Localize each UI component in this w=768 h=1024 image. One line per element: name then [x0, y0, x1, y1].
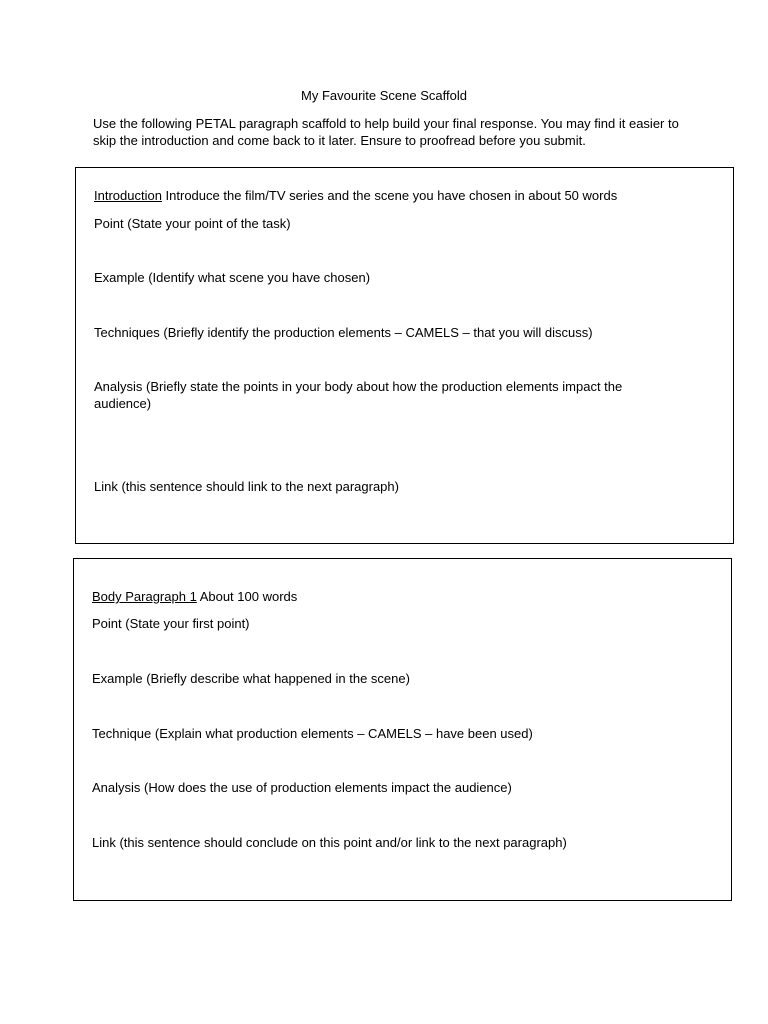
instructions-paragraph: Use the following PETAL paragraph scaffold to help build your final response. You may find it easier to skip the introduction and come back to it later. Ensure to proofread before you submit. — [93, 116, 679, 148]
introduction-heading-note: Introduce the film/TV series and the scene you have chosen in about 50 words — [161, 188, 618, 203]
body-paragraph-1-box — [73, 558, 732, 901]
body-paragraph-1-technique: Technique (Explain what production elements – CAMELS – have been used) — [92, 726, 533, 741]
introduction-example: Example (Identify what scene you have chosen) — [94, 270, 371, 285]
body-paragraph-1-heading: Body Paragraph 1 — [92, 589, 197, 604]
body-paragraph-1-link: Link (this sentence should conclude on this point and/or link to the next paragraph) — [92, 835, 567, 850]
introduction-link: Link (this sentence should link to the next paragraph) — [94, 479, 399, 494]
introduction-heading: Introduction — [94, 188, 162, 203]
body-paragraph-1-analysis: Analysis (How does the use of production elements impact the audience) — [92, 780, 512, 795]
introduction-technique: Techniques (Briefly identify the production elements – CAMELS – that you will discuss) — [94, 325, 593, 340]
introduction-box — [75, 167, 734, 544]
introduction-heading-line — [94, 187, 694, 204]
body-paragraph-1-heading-note: About 100 words — [196, 589, 298, 604]
body-paragraph-1-example: Example (Briefly describe what happened in the scene) — [92, 671, 410, 686]
body-paragraph-1-heading-line — [92, 588, 692, 605]
introduction-analysis: Analysis (Briefly state the points in your body about how the production elements impact the audience) — [94, 379, 623, 411]
body-paragraph-1-point: Point (State your first point) — [92, 616, 250, 631]
introduction-point: Point (State your point of the task) — [94, 216, 291, 231]
page-title: My Favourite Scene Scaffold — [301, 88, 467, 103]
